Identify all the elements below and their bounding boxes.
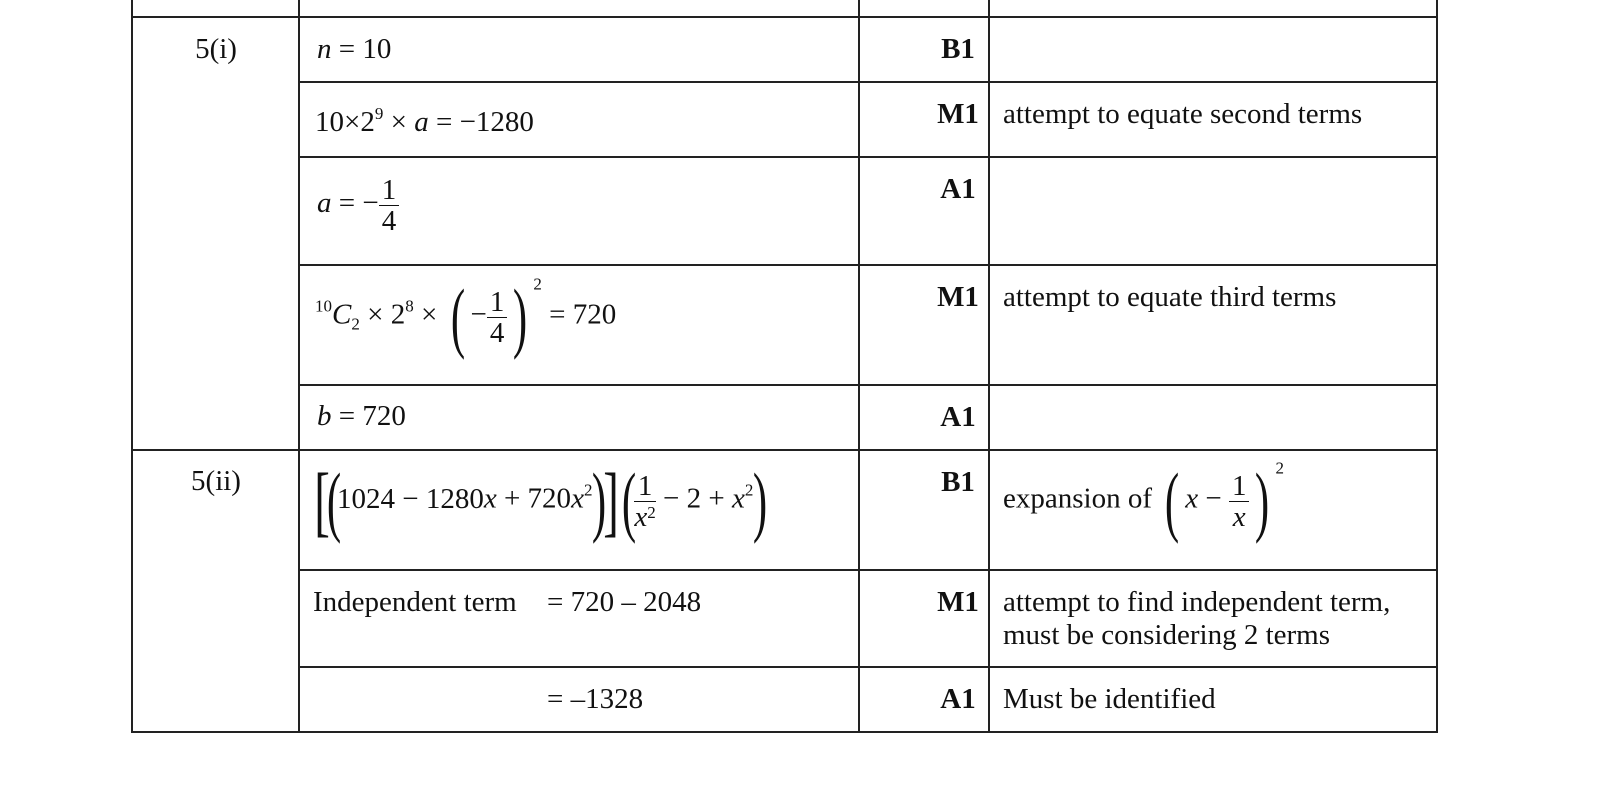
math-value: 10 [362, 33, 392, 65]
working-result: = –1328 [547, 683, 644, 715]
math-exponent: 2 [1275, 458, 1284, 478]
left-bracket: [ [314, 457, 330, 544]
left-paren: ( [450, 273, 465, 360]
grid-line-h [131, 16, 1438, 18]
math-exponent: 2 [533, 274, 542, 294]
fraction-numerator: 1 [379, 175, 400, 206]
fraction-denominator: x [1232, 500, 1246, 533]
working-second-term [315, 105, 534, 139]
fraction-denominator [634, 502, 655, 532]
fraction-numerator: 1 [634, 471, 655, 502]
math-var: a [317, 187, 332, 220]
grid-line-h [131, 449, 1438, 451]
math-op: = [331, 33, 363, 65]
math-var: C [332, 298, 352, 331]
guidance-text: must be considering 2 terms [1003, 619, 1331, 651]
fraction [634, 471, 655, 532]
math-var: b [317, 400, 332, 432]
math-var: x [571, 482, 584, 515]
math-text: = 720 [331, 400, 406, 432]
math-op: − [1198, 482, 1229, 515]
right-paren: ) [592, 457, 607, 544]
math-exponent: 2 [744, 480, 754, 500]
grid-line-h [131, 731, 1438, 733]
mark-code: M1 [937, 586, 979, 618]
fraction-denominator: 4 [381, 205, 397, 237]
mark-code: B1 [941, 466, 975, 498]
math-exponent: 8 [405, 296, 414, 316]
mark-code: B1 [941, 33, 975, 65]
left-paren: ( [622, 457, 637, 544]
math-exponent: 2 [583, 480, 593, 500]
right-paren: ) [1255, 457, 1270, 544]
mark-code: A1 [940, 173, 976, 205]
guidance-expansion [1003, 457, 1284, 544]
math-text: + 720 [496, 482, 572, 515]
math-subscript: 2 [351, 314, 360, 334]
working-step: = 720 – 2048 [547, 586, 702, 618]
grid-line-h [298, 156, 1438, 158]
working-n-equals-10 [317, 32, 391, 66]
fraction-numerator: 1 [1229, 471, 1250, 502]
grid-line-v [858, 0, 860, 733]
mark-code: A1 [940, 683, 976, 715]
working-b-value [317, 399, 406, 433]
right-bracket: ] [603, 457, 620, 544]
guidance-text: Must be identified [1003, 683, 1216, 715]
math-var: x [634, 500, 648, 533]
working-expansion [309, 457, 773, 544]
left-paren: ( [326, 457, 342, 544]
working-third-term [315, 273, 617, 360]
guidance-text: attempt to equate third terms [1003, 281, 1337, 313]
math-superscript: 10 [315, 296, 332, 316]
grid-line-v [131, 0, 133, 733]
math-var: x [731, 482, 745, 515]
math-op: − [470, 298, 487, 331]
guidance-text: expansion of [1003, 482, 1160, 515]
fraction-denominator: 4 [489, 316, 505, 349]
math-var: n [317, 33, 332, 65]
fraction [1229, 471, 1250, 532]
working-label: Independent term [313, 586, 517, 618]
fraction-numerator: 1 [487, 287, 508, 318]
math-text: = −1280 [428, 106, 534, 138]
math-op: × [383, 106, 415, 138]
mark-code: M1 [937, 281, 979, 313]
math-text: = 720 [541, 298, 617, 331]
grid-line-h [298, 384, 1438, 386]
grid-line-v [298, 0, 300, 733]
guidance-text: attempt to find independent term, [1003, 586, 1391, 618]
math-text: 10×2 [315, 106, 375, 138]
question-label: 5(ii) [191, 465, 241, 497]
fraction [487, 287, 508, 348]
grid-line-v [1436, 0, 1438, 733]
left-paren: ( [1165, 457, 1180, 544]
mark-code: A1 [940, 401, 976, 433]
math-text: − 2 + [655, 482, 732, 515]
math-var: x [1185, 482, 1199, 515]
math-op: = − [331, 187, 379, 220]
question-label: 5(i) [195, 33, 237, 65]
guidance-text: attempt to equate second terms [1003, 98, 1363, 130]
math-op: × [413, 298, 445, 331]
grid-line-h [298, 81, 1438, 83]
math-var: x [483, 482, 497, 515]
right-paren: ) [513, 273, 528, 360]
right-paren: ) [753, 457, 768, 544]
math-text: 1024 − 1280 [336, 482, 484, 515]
math-var: a [414, 106, 429, 138]
grid-line-h [298, 569, 1438, 571]
math-exponent: 2 [647, 502, 656, 522]
grid-line-h [298, 264, 1438, 266]
math-exponent: 9 [374, 104, 384, 123]
grid-line-h [298, 666, 1438, 668]
working-a-value [317, 175, 399, 236]
math-text: × 2 [359, 298, 406, 331]
mark-code: M1 [937, 98, 979, 130]
fraction [379, 175, 400, 236]
